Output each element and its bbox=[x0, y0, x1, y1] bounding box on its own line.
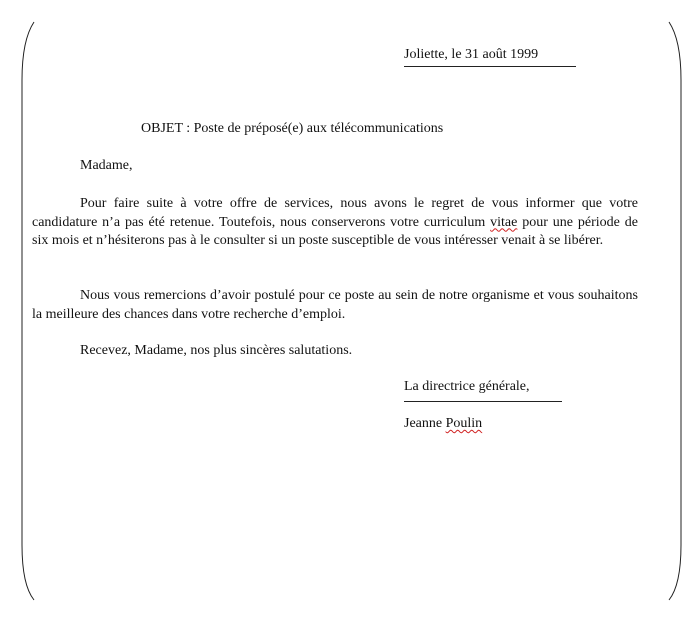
paragraph-1-text-end: pour une période de six mois et n’hésiterons pas à le consulter si un poste susceptible de vous intéresser venait à se libérer. bbox=[32, 214, 638, 248]
signature-first-name: Jeanne bbox=[404, 416, 446, 431]
body-paragraph-2: Nous vous remercions d’avoir postulé pour ce poste au sein de notre organisme et vous souhaitons la meilleure des chances dans votre recherche d’emploi. bbox=[32, 288, 638, 322]
paragraph-1-text-start: Pour faire suite à votre offre de services, nous avons le regret de vous informer que votre candidature n’a pas été retenue. Toutefois, nous conserverons votre curriculum bbox=[32, 196, 638, 230]
letter-closing: Recevez, Madame, nos plus sincères salutations. bbox=[80, 343, 353, 358]
letter-subject: OBJET : Poste de préposé(e) aux télécommunications bbox=[141, 121, 444, 136]
right-bracket bbox=[669, 22, 681, 600]
letter-date: Joliette, le 31 août 1999 bbox=[404, 47, 576, 67]
signature-name bbox=[404, 416, 482, 432]
letter-salutation: Madame, bbox=[80, 158, 133, 173]
signature-title: La directrice générale, bbox=[404, 379, 562, 402]
letter-document bbox=[32, 0, 638, 623]
spellcheck-flagged-name[interactable]: Poulin bbox=[445, 416, 483, 431]
spellcheck-flagged-word[interactable]: vitae bbox=[490, 214, 518, 230]
body-paragraph-1 bbox=[32, 195, 638, 251]
